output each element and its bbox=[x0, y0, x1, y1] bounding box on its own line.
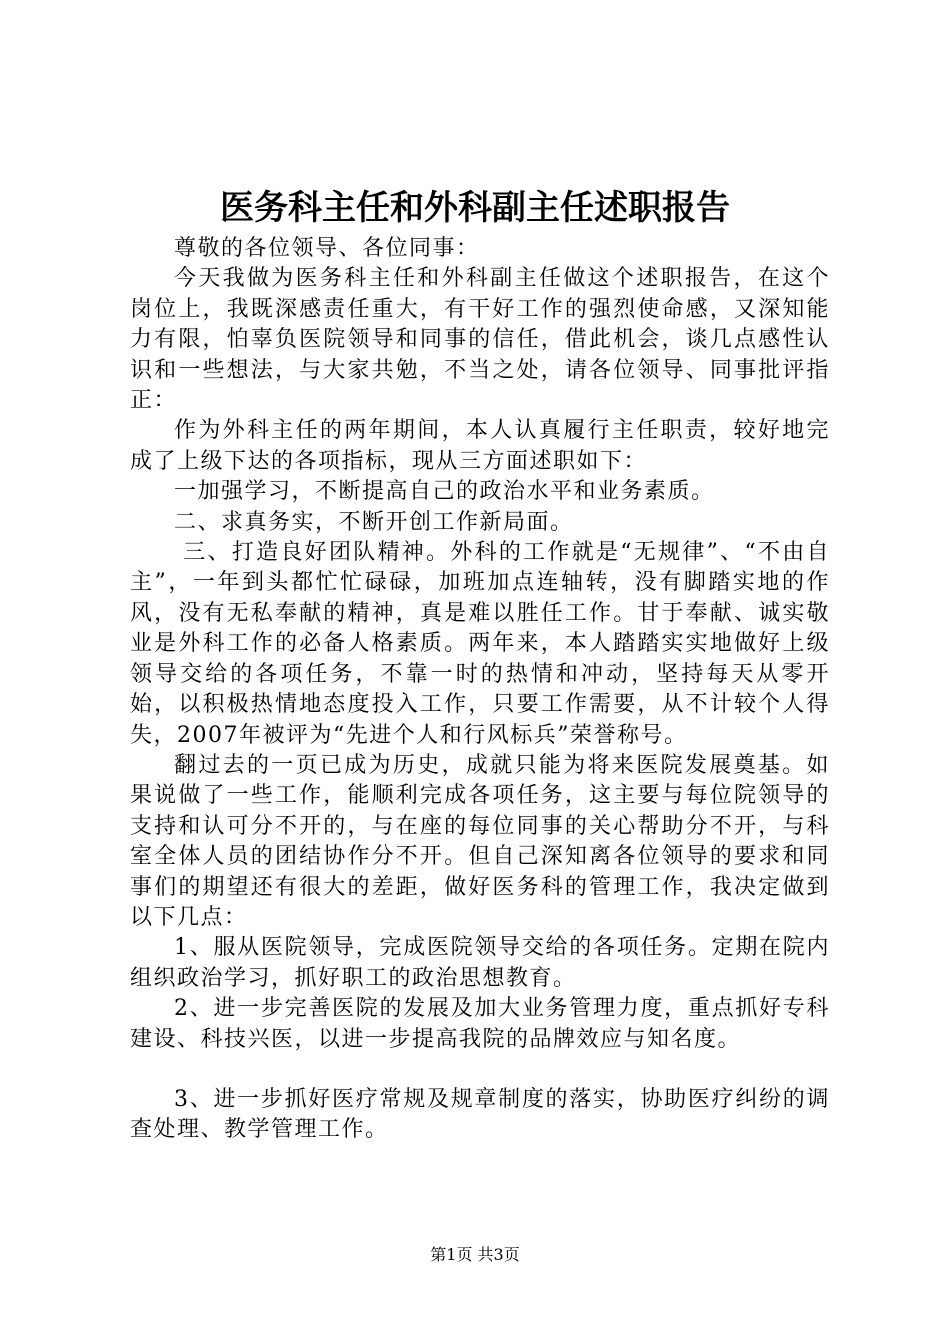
paragraph-point-1: 一加强学习，不断提高自己的政治水平和业务素质。 bbox=[174, 479, 715, 505]
paragraph-intro: 今天我做为医务科主任和外科副主任做这个述职报告，在这个岗位上，我既深感责任重大，有干好工作的强烈使命感，又深知能力有限，怕辜负医院领导和同事的信任，借此机会，谈几点感性认识和一些想法，与大家共勉，不当之处，请各位领导、同事批评指正： bbox=[130, 266, 830, 414]
paragraph-point-2: 二、求真务实，不断开创工作新局面。 bbox=[174, 509, 574, 535]
document-body bbox=[130, 234, 830, 1146]
plan-item-2: 2、进一步完善医院的发展及加大业务管理力度，重点抓好专科建设、科技兴医，以进一步提高我院的品牌效应与知名度。 bbox=[130, 996, 830, 1052]
paragraph-review: 翻过去的一页已成为历史，成就只能为将来医院发展奠基。如果说做了一些工作，能顺利完成各项任务，这主要与每位院领导的支持和认可分不开的，与在座的每位同事的关心帮助分不开，与科室全体人员的团结协作分不开。但自己深知离各位领导的要求和同事们的期望还有很大的差距，做好医务科的管理工作，我决定做到以下几点： bbox=[130, 752, 830, 930]
paragraph-point-3: 三、打造良好团队精神。外科的工作就是“无规律”、“不由自主”，一年到头都忙忙碌碌，加班加点连轴转，没有脚踏实地的作风，没有无私奉献的精神，真是难以胜任工作。甘于奉献、诚实敬业是外科工作的必备人格素质。两年来，本人踏踏实实地做好上级领导交给的各项任务，不靠一时的热情和冲动，坚持每天从零开始，以积极热情地态度投入工作，只要工作需要，从不计较个人得失，2007年被评为“先进个人和行风标兵”荣誉称号。 bbox=[130, 540, 830, 748]
document-title: 医务科主任和外科副主任述职报告 bbox=[220, 188, 730, 228]
page-number-footer: 第1页 共3页 bbox=[430, 1245, 520, 1264]
plan-item-1: 1、服从医院领导，完成医院领导交给的各项任务。定期在院内组织政治学习，抓好职工的政治思想教育。 bbox=[130, 935, 830, 991]
salutation: 尊敬的各位领导、各位同事： bbox=[174, 236, 480, 261]
paragraph-duties: 作为外科主任的两年期间，本人认真履行主任职责，较好地完成了上级下达的各项指标，现从三方面述职如下： bbox=[130, 418, 830, 474]
plan-item-3: 3、进一步抓好医疗常规及规章制度的落实，协助医疗纠纷的调查处理、教学管理工作。 bbox=[130, 1086, 830, 1143]
